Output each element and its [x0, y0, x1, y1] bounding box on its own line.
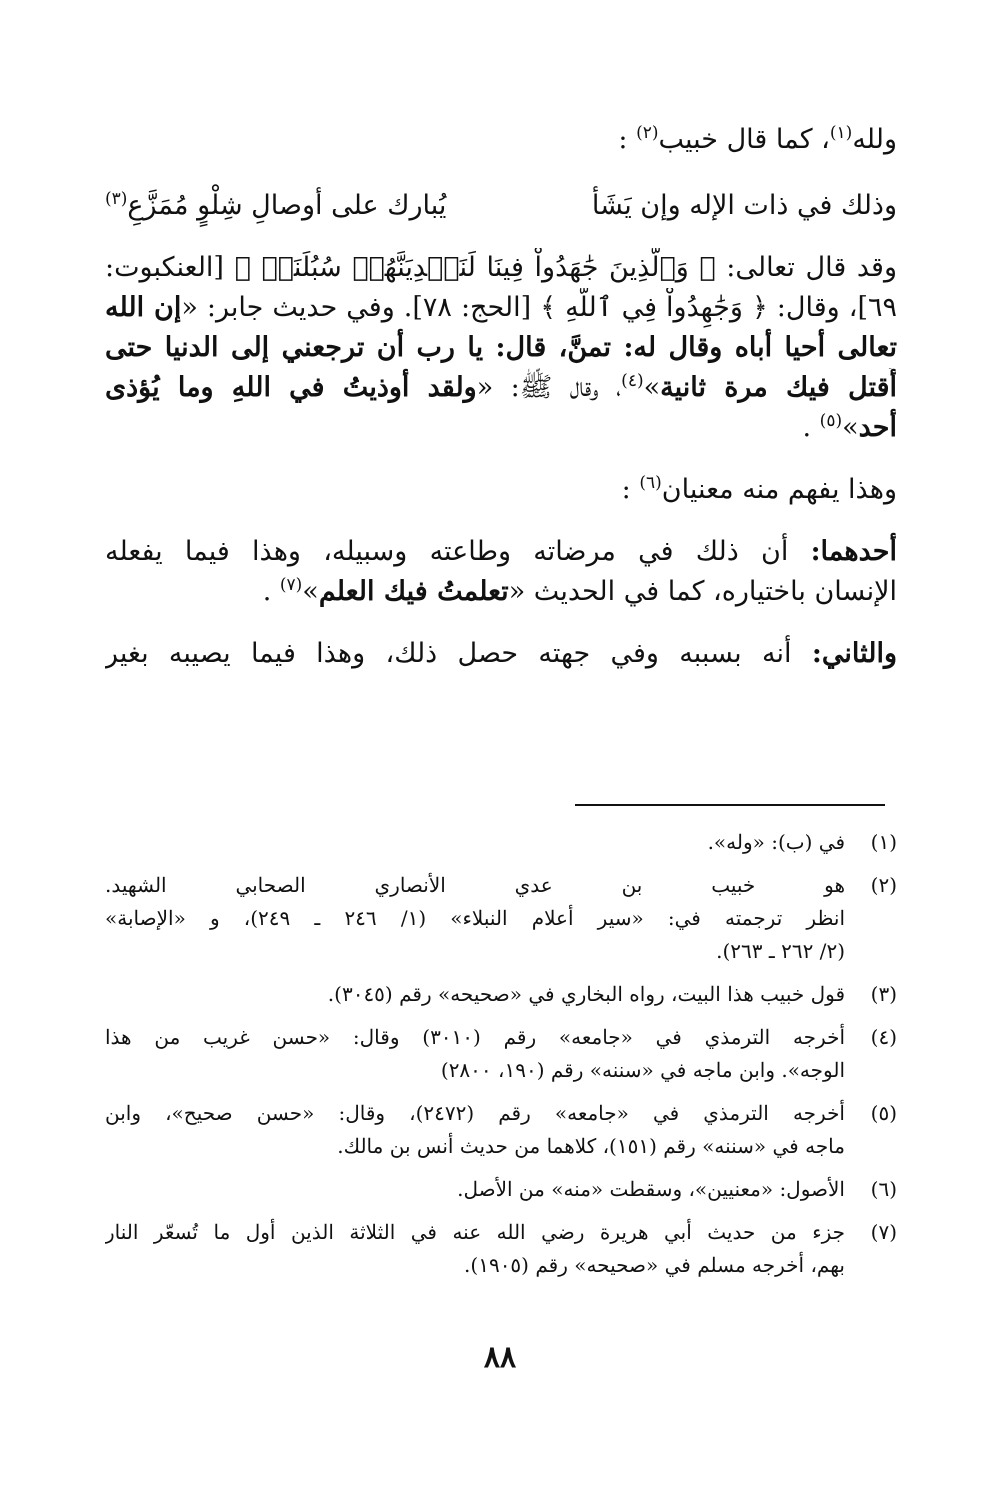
footnote-line: جزء من حديث أبي هريرة رضي الله عنه في الثلاثة الذين أول ما تُسعّر النار	[105, 1220, 845, 1244]
paragraph-two-meanings	[105, 470, 897, 510]
footnote-line: هو خبيب بن عدي الأنصاري الصحابي الشهيد.	[105, 873, 845, 897]
footnote	[105, 1216, 897, 1282]
text-run: .	[802, 412, 812, 443]
footnotes-section	[105, 826, 897, 1282]
footnote	[105, 1021, 897, 1087]
text-run: ، كما قال خبيب	[658, 124, 830, 155]
text-run: يُبارك على أوصالِ شِلْوٍ مُمَزَّعِ	[127, 190, 447, 221]
footnote-body	[105, 1173, 845, 1206]
verse-second-hemistich	[105, 186, 446, 226]
footnote-number: (١)	[870, 830, 897, 854]
meaning-heading: أحدهما:	[810, 536, 897, 567]
text-run: :	[621, 474, 631, 505]
text-run: وهذا يفهم منه معنيان	[661, 474, 897, 505]
paragraph-intro	[105, 120, 897, 160]
text-run: »	[302, 576, 319, 607]
text-run: ٦٩]، وقال: ﴿ وَجَٰهِدُواْ فِي ٱللَّهِ ﴾ [الحج: ٧٨]. وفي حديث جابر: «	[181, 292, 897, 323]
footnote-line: في (ب): «وله».	[707, 830, 845, 854]
footnote-number: (٢)	[870, 873, 897, 897]
footnote-ref[interactable]: (٣)	[105, 189, 128, 209]
footnote-line: الوجه». وابن ماجه في «سننه» رقم (١٩٠، ٢٨٠٠)	[440, 1058, 845, 1082]
footnote-body	[105, 869, 845, 968]
text-run: الإنسان باختياره، كما في الحديث «	[508, 576, 897, 607]
text-line	[105, 532, 897, 572]
text-line	[105, 120, 897, 160]
verse-first-hemistich: وذلك في ذات الإله وإن يَشَأ	[591, 190, 897, 221]
footnote-line: أخرجه الترمذي في «جامعه» رقم (٢٤٧٢)، وقال: «حسن صحيح»، وابن	[105, 1101, 845, 1125]
footnote-number: (٤)	[870, 1025, 897, 1049]
footnote-number: (٣)	[870, 982, 897, 1006]
hadith-text: تعلمتُ فيك العلم	[318, 576, 509, 607]
footnote-body	[105, 826, 845, 859]
poetry-verse	[105, 186, 897, 226]
meaning-heading: والثاني:	[811, 638, 897, 669]
paragraph-first-meaning	[105, 532, 897, 612]
footnote-ref[interactable]: (٧)	[279, 575, 303, 595]
text-line	[105, 470, 897, 510]
text-line	[105, 634, 897, 674]
footnote-divider	[575, 804, 885, 806]
text-line: وقد قال تعالى: ﴿ وَٱلَّذِينَ جَٰهَدُواْ فِينَا لَنَهۡدِيَنَّهُمۡ سُبُلَنَاۚ ﴾ [العنكبوت:	[105, 252, 897, 283]
text-line	[105, 288, 897, 328]
footnote-ref[interactable]: (٤)	[621, 371, 644, 391]
footnote	[105, 869, 897, 968]
footnote-line: (٢/ ٢٦٢ ـ ٢٦٣).	[716, 939, 845, 963]
text-run: :	[618, 124, 628, 155]
footnote-number: (٧)	[870, 1220, 897, 1244]
footnote-body	[105, 1021, 845, 1087]
footnote	[105, 978, 897, 1011]
footnote-number: (٥)	[870, 1101, 897, 1125]
footnote-line: انظر ترجمته في: «سير أعلام النبلاء» (١/ ٢٤٦ ـ ٢٤٩)، و «الإصابة»	[105, 906, 845, 930]
footnote-number: (٦)	[870, 1177, 897, 1201]
footnote-ref[interactable]: (٦)	[639, 473, 662, 493]
text-line	[105, 408, 897, 448]
footnote-line: ماجه في «سننه» رقم (١٥١)، كلاهما من حديث أنس بن مالك.	[337, 1134, 845, 1158]
hadith-text: أحد	[858, 412, 897, 443]
footnote-ref[interactable]: (٢)	[636, 123, 659, 143]
text-run: »	[643, 372, 661, 403]
text-run: .	[262, 576, 272, 607]
text-run: أنه بسببه وفي جهته حصل ذلك، وهذا فيما يصيبه بغير	[105, 638, 792, 669]
footnote-line: أخرجه الترمذي في «جامعه» رقم (٣٠١٠) وقال: «حسن غريب من هذا	[105, 1025, 845, 1049]
footnote-ref[interactable]: (٥)	[819, 411, 843, 431]
footnote-line: الأصول: «معنيين»، وسقطت «منه» من الأصل.	[457, 1177, 845, 1201]
text-line	[105, 368, 897, 408]
hadith-text: ولقد أوذيتُ في اللهِ وما يُؤذى	[105, 372, 477, 403]
hadith-text: إن الله	[105, 292, 182, 323]
footnote-body	[105, 978, 845, 1011]
footnote-line: بهم، أخرجه مسلم في «صحيحه» رقم (١٩٠٥).	[464, 1253, 845, 1277]
page-number: ٨٨	[483, 1340, 517, 1375]
text-run: »	[842, 412, 859, 443]
footnote	[105, 1097, 897, 1163]
footnote	[105, 826, 897, 859]
text-run: أن ذلك في مرضاته وطاعته وسبيله، وهذا فيما يفعله	[105, 536, 789, 567]
hadith-text: أُقتل فيك مرة ثانية	[660, 372, 897, 403]
footnote-ref[interactable]: (١)	[829, 123, 853, 143]
paragraph-second-meaning	[105, 634, 897, 674]
footnote	[105, 1173, 897, 1206]
footnote-body	[105, 1097, 845, 1163]
text-line	[105, 572, 897, 612]
hadith-text-line: تعالى أحيا أباه وقال له: تمنَّ، قال: يا رب أن ترجعني إلى الدنيا حتى	[105, 332, 897, 363]
text-run: ، وقال ﷺ: «	[476, 372, 622, 403]
footnote-body	[105, 1216, 845, 1282]
main-text	[105, 120, 897, 674]
text-run: ولله	[852, 124, 897, 155]
footnote-line: قول خبيب هذا البيت، رواه البخاري في «صحيحه» رقم (٣٠٤٥).	[327, 982, 845, 1006]
paragraph-quran	[105, 248, 897, 448]
